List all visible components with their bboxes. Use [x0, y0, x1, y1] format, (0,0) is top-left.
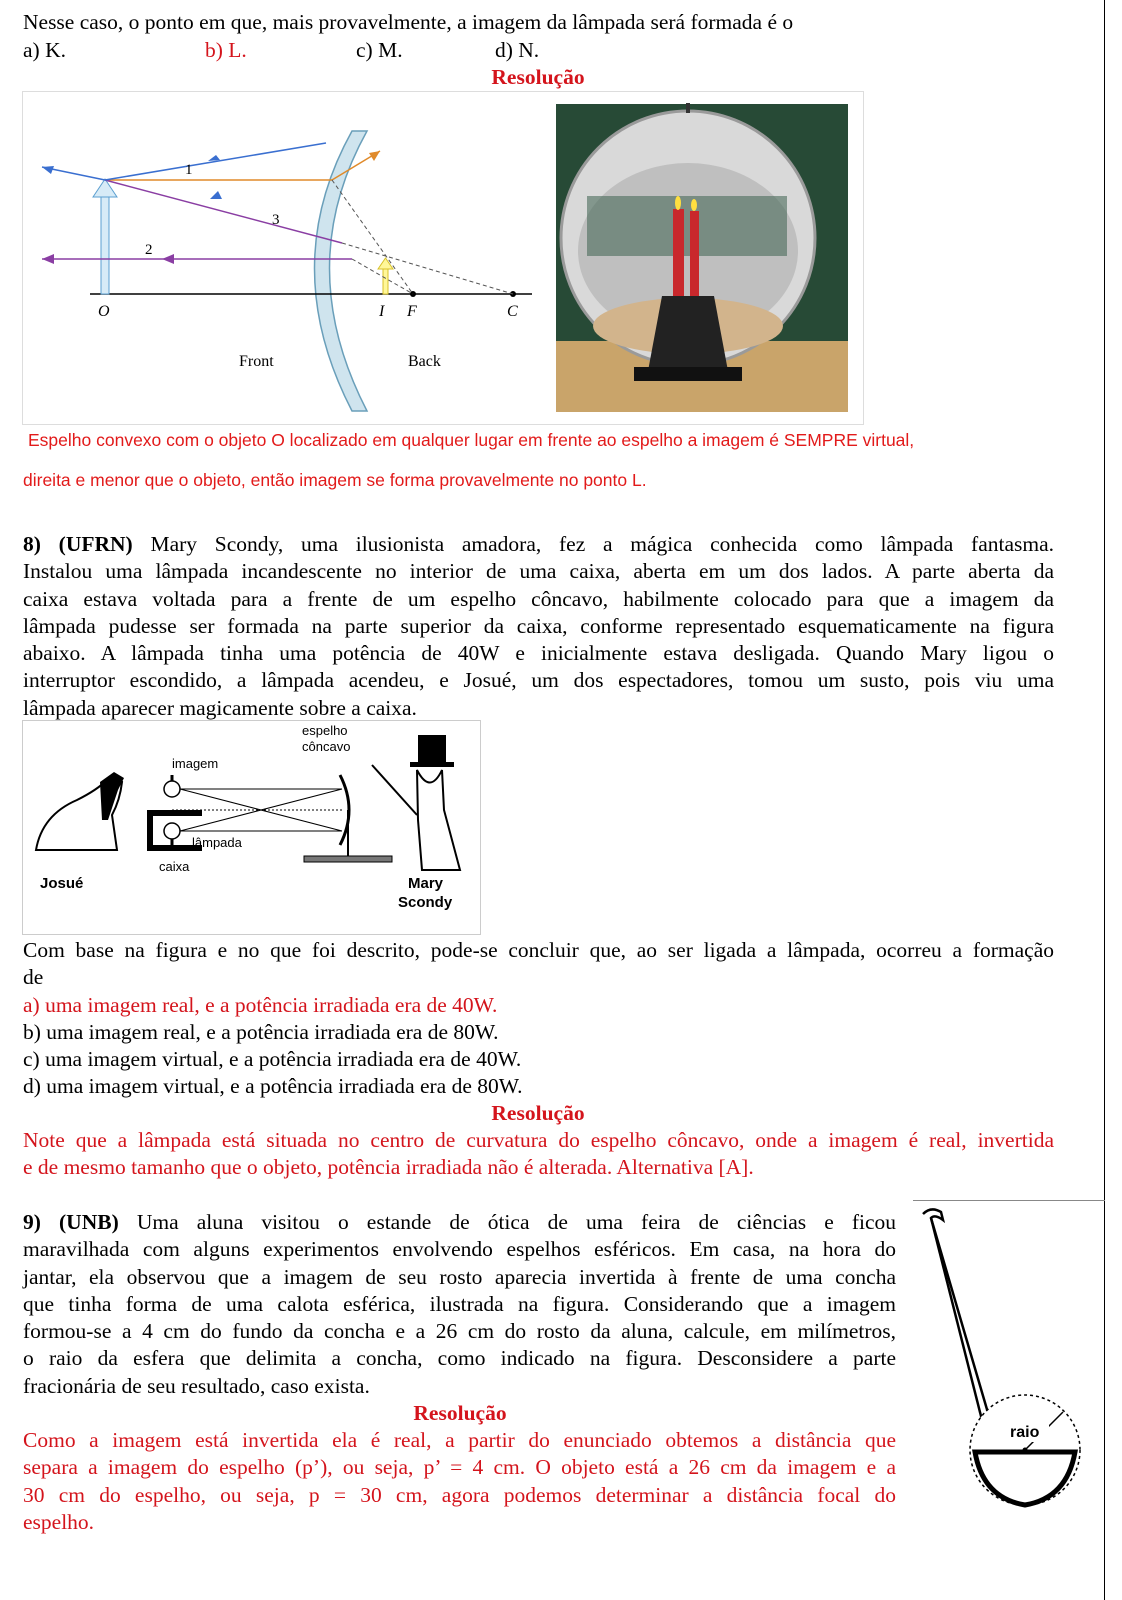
- q7-option-c: c) M.: [356, 38, 403, 62]
- q9-stem-line: jantar, ela observou que a imagem de seu rosto aparecia invertida à frente de uma concha: [23, 1264, 896, 1289]
- q7-explanation-line2: direita e menor que o objeto, então imagem se forma provavelmente no ponto L.: [23, 470, 647, 490]
- q8-option-a: a) uma imagem real, e a potência irradiada era de 40W.: [23, 992, 498, 1017]
- q8-option-d: d) uma imagem virtual, e a potência irradiada era de 80W.: [23, 1074, 523, 1099]
- q9-resolution-line: Como a imagem está invertida ela é real, a partir do enunciado obtemos a distância que: [23, 1428, 896, 1452]
- label-mary: Mary: [408, 875, 444, 892]
- label-lampada: lâmpada: [192, 835, 242, 850]
- image-arrow-shaft: [383, 266, 388, 294]
- q8-stem-line: interruptor escondido, a lâmpada acendeu, e Josué, um dos espectadores, tomou um susto, pois viu uma: [23, 668, 1054, 693]
- label-espelho: espelho: [302, 723, 348, 738]
- label-imagem: imagem: [172, 756, 219, 771]
- q9-stem-line: fracionária de seu resultado, caso exista.: [23, 1373, 370, 1398]
- ladle-handle: [923, 1209, 993, 1430]
- q9-resolution-line: espelho.: [23, 1509, 95, 1534]
- q8-option-c: c) uma imagem virtual, e a potência irradiada era de 40W.: [23, 1047, 522, 1072]
- q9-stem-line: o raio da esfera que delimita a concha, como indicado na figura. Desconsidere a parte: [23, 1346, 896, 1371]
- q8-question-line2: de: [23, 965, 44, 990]
- object-arrow-shaft: [101, 191, 109, 294]
- q7-option-a: a) K.: [23, 38, 66, 62]
- candle-mirror-photo: [556, 103, 848, 412]
- q9-resolution-line: 30 cm do espelho, ou seja, p = 30 cm, agora podemos determinar a distância focal do: [23, 1482, 896, 1507]
- lamp-real: [164, 823, 180, 839]
- q8-option-b: b) uma imagem real, e a potência irradiada era de 80W.: [23, 1019, 499, 1044]
- label-f: F: [407, 303, 417, 320]
- ray-2-label: 2: [145, 242, 153, 258]
- label-caixa: caixa: [159, 859, 190, 874]
- q9-resolution: [23, 1427, 896, 1536]
- q8-stem-line: lâmpada pudesse ser formada na parte superior da caixa, conforme representado esquematicamente na figura: [23, 613, 1054, 638]
- q7-explanation-line1: Espelho convexo com o objeto O localizado em qualquer lugar em frente ao espelho a imagem é SEMPRE virtual,: [28, 430, 915, 450]
- q9-resolution-line: separa a imagem do espelho (p’), ou seja, p’ = 4 cm. O objeto está a 26 cm da imagem e a: [23, 1455, 896, 1480]
- label-scondy: Scondy: [398, 894, 453, 911]
- ladle-figure: [913, 1200, 1105, 1530]
- q7-resolution-title: Resolução: [491, 65, 585, 89]
- convex-mirror-figure: [22, 91, 864, 425]
- label-concavo: côncavo: [302, 739, 351, 754]
- q8-stem-line: Instalou uma lâmpada incandescente no interior de uma caixa, aberta em um dos lados. A parte aberta da: [23, 559, 1054, 584]
- label-raio: raio: [1010, 1424, 1040, 1441]
- q8-resolution-line2: e de mesmo tamanho que o objeto, potência irradiada não é alterada. Alternativa [A].: [23, 1155, 754, 1180]
- q9-number: 9): [23, 1210, 41, 1234]
- q8-resolution: [23, 1127, 1054, 1182]
- q7-option-d: d) N.: [495, 38, 540, 62]
- mary-hat: [418, 735, 446, 765]
- ray-1-label: 1: [185, 162, 193, 178]
- q8-stem: [23, 531, 1054, 722]
- label-front: Front: [239, 353, 274, 370]
- label-back: Back: [408, 353, 441, 370]
- q8-question-line1: Com base na figura e no que foi descrito, pode-se concluir que, ao ser ligada a lâmpada, ocorreu a formação: [23, 938, 1054, 962]
- q8-stem-line: lâmpada aparecer magicamente sobre a caixa.: [23, 695, 417, 720]
- q8-stem-line: caixa estava voltada para a frente de um espelho côncavo, habilmente colocado para que a imagem da: [23, 586, 1054, 611]
- q8-question: [23, 937, 1054, 1101]
- ghost-lamp-figure: [22, 720, 481, 935]
- q9-stem-line: formou-se a 4 cm do fundo da concha e a 26 cm do rosto da aluna, calcule, em milímetros,: [23, 1319, 896, 1344]
- q7-stem: Nesse caso, o ponto em que, mais provavelmente, a imagem da lâmpada será formada é o: [23, 10, 794, 34]
- label-i: I: [379, 303, 385, 320]
- q7-option-b: b) L.: [205, 38, 247, 62]
- ladle-bowl: [975, 1452, 1075, 1505]
- q9-resolution-title: Resolução: [413, 1401, 507, 1425]
- q8-stem-line: Mary Scondy, uma ilusionista amadora, fez a mágica conhecida como lâmpada fantasma.: [132, 532, 1055, 556]
- q9-stem: [23, 1209, 896, 1400]
- mirror-base: [304, 856, 392, 862]
- q9-source: (UNB): [59, 1210, 119, 1234]
- ray-3-label: 3: [272, 212, 280, 228]
- q8-resolution-title: Resolução: [491, 1101, 585, 1125]
- label-josue: Josué: [40, 875, 84, 892]
- q8-number: 8): [23, 532, 41, 556]
- label-o: O: [98, 303, 110, 320]
- q8-source: (UFRN): [58, 532, 133, 556]
- q9-stem-line: que tinha forma de uma calota esférica, ilustrada na figura. Considerando que a imagem: [23, 1291, 896, 1316]
- q8-stem-line: abaixo. A lâmpada tinha uma potência de 40W e inicialmente estava desligada. Quando Mary ligou o: [23, 641, 1054, 666]
- lamp-image: [164, 781, 180, 797]
- q9-stem-line: Uma aluna visitou o estande de ótica de uma feira de ciências e ficou: [118, 1210, 897, 1234]
- label-c: C: [507, 303, 518, 320]
- q8-resolution-line1: Note que a lâmpada está situada no centro de curvatura do espelho côncavo, onde a imagem é real, invertida: [23, 1128, 1054, 1152]
- q9-stem-line: maravilhada com alguns experimentos envolvendo espelhos esféricos. Em casa, na hora do: [23, 1237, 896, 1262]
